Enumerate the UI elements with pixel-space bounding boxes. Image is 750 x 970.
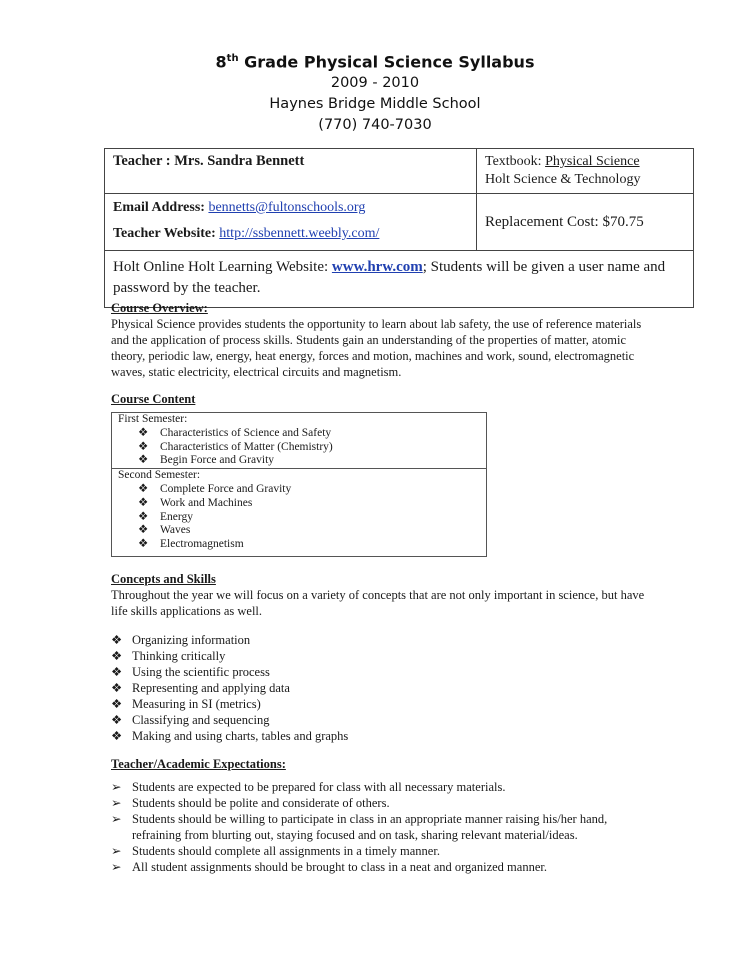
list-item: ❖ Energy <box>138 510 194 523</box>
arrow-bullet-icon: ➢ <box>111 780 122 794</box>
second-semester-label: Second Semester: <box>112 468 486 483</box>
textbook-publisher: Holt Science & Technology <box>485 172 641 187</box>
diamond-bullet-icon: ❖ <box>111 681 123 695</box>
arrow-bullet-icon: ➢ <box>111 844 122 858</box>
concepts-and-skills <box>111 571 651 744</box>
diamond-bullet-icon: ❖ <box>138 496 149 509</box>
course-content-box <box>111 412 487 557</box>
list-item: ➢ Students should be willing to participate in class in an appropriate manner raising his/her hand, refraining from blurting out, staying focused and on task, sharing relevant material/ideas. <box>111 812 608 842</box>
course-overview <box>111 300 651 380</box>
teacher-name: Teacher : Mrs. Sandra Bennett <box>113 153 305 169</box>
concepts-list <box>111 632 651 744</box>
document-header <box>0 48 750 136</box>
diamond-bullet-icon: ❖ <box>111 649 123 663</box>
arrow-bullet-icon: ➢ <box>111 812 122 826</box>
contact-cell: Email Address: bennetts@fultonschools.org Teacher Website: http://ssbennett.weebly.com/ <box>105 194 477 251</box>
textbook-title: Physical Science <box>545 154 640 169</box>
diamond-bullet-icon: ❖ <box>111 729 123 743</box>
list-item: ➢ Students should complete all assignments in a timely manner. <box>111 844 440 858</box>
list-item: ❖ Representing and applying data <box>111 681 290 695</box>
diamond-bullet-icon: ❖ <box>138 538 149 551</box>
list-item: ❖ Work and Machines <box>138 496 253 509</box>
diamond-bullet-icon: ❖ <box>111 697 123 711</box>
list-item: ❖ Waves <box>138 524 191 537</box>
school-phone: (770) 740-7030 <box>318 117 432 134</box>
diamond-bullet-icon: ❖ <box>138 510 149 523</box>
diamond-bullet-icon: ❖ <box>138 482 149 495</box>
textbook-cell: Textbook: Physical Science Holt Science & Technology <box>477 149 694 194</box>
course-overview-heading: Course Overview: <box>111 301 208 315</box>
diamond-bullet-icon: ❖ <box>111 665 123 679</box>
concepts-heading: Concepts and Skills <box>111 572 216 586</box>
list-item: ❖ Classifying and sequencing <box>111 713 270 727</box>
first-semester-label: First Semester: <box>118 413 188 425</box>
school-year: 2009 - 2010 <box>330 75 420 92</box>
email-link[interactable]: bennetts@fultonschools.org <box>208 200 366 215</box>
list-item: ❖ Using the scientific process <box>111 665 270 679</box>
course-content-heading: Course Content <box>111 392 196 406</box>
list-item: ❖ Organizing information <box>111 633 251 647</box>
list-item: ❖ Making and using charts, tables and graphs <box>111 729 349 743</box>
list-item: ❖ Characteristics of Matter (Chemistry) <box>138 440 333 453</box>
document-title: 8th Grade Physical Science Syllabus <box>215 52 535 72</box>
diamond-bullet-icon: ❖ <box>138 440 149 453</box>
arrow-bullet-icon: ➢ <box>111 796 122 810</box>
school-name: Haynes Bridge Middle School <box>269 96 481 113</box>
diamond-bullet-icon: ❖ <box>138 524 149 537</box>
second-semester-list <box>112 483 486 552</box>
list-item: ❖ Begin Force and Gravity <box>138 454 275 467</box>
expectations-list <box>111 779 651 875</box>
expectations-heading: Teacher/Academic Expectations: <box>111 757 286 771</box>
diamond-bullet-icon: ❖ <box>111 633 123 647</box>
list-item: ❖ Measuring in SI (metrics) <box>111 697 261 711</box>
teacher-info-table <box>104 148 694 308</box>
first-semester-list <box>112 427 486 468</box>
online-website-link[interactable]: www.hrw.com <box>331 259 423 275</box>
list-item: ➢ Students should be polite and considerate of others. <box>111 796 390 810</box>
teacher-expectations <box>111 756 651 875</box>
replacement-cost: Replacement Cost: $70.75 <box>477 194 694 251</box>
course-overview-text: Physical Science provides students the opportunity to learn about lab safety, the use of reference materials and the application of process skills. Students gain an understanding of the properties of matter, atomic theory, periodic law, energy, heat energy, forces and motion, machines and work, sound, electromagnetic waves, static electricity, electrical circuits and magnetism. <box>111 317 642 379</box>
arrow-bullet-icon: ➢ <box>111 860 122 874</box>
teacher-cell <box>105 149 477 194</box>
concepts-text: Throughout the year we will focus on a variety of concepts that are not only important in science, but have life skills applications as well. <box>111 588 645 618</box>
list-item: ❖ Electromagnetism <box>138 538 244 551</box>
list-item: ➢ Students are expected to be prepared for class with all necessary materials. <box>111 780 506 794</box>
online-cell: Holt Online Holt Learning Website: www.hrw.com; Students will be given a user name and password by the teacher. <box>105 251 694 308</box>
diamond-bullet-icon: ❖ <box>111 713 123 727</box>
diamond-bullet-icon: ❖ <box>138 426 149 439</box>
list-item: ❖ Characteristics of Science and Safety <box>138 426 332 439</box>
list-item: ➢ All student assignments should be brought to class in a neat and organized manner. <box>111 860 547 874</box>
list-item: ❖ Complete Force and Gravity <box>138 482 292 495</box>
diamond-bullet-icon: ❖ <box>138 454 149 467</box>
list-item: ❖ Thinking critically <box>111 649 226 663</box>
teacher-website-link[interactable]: http://ssbennett.weebly.com/ <box>219 226 380 241</box>
